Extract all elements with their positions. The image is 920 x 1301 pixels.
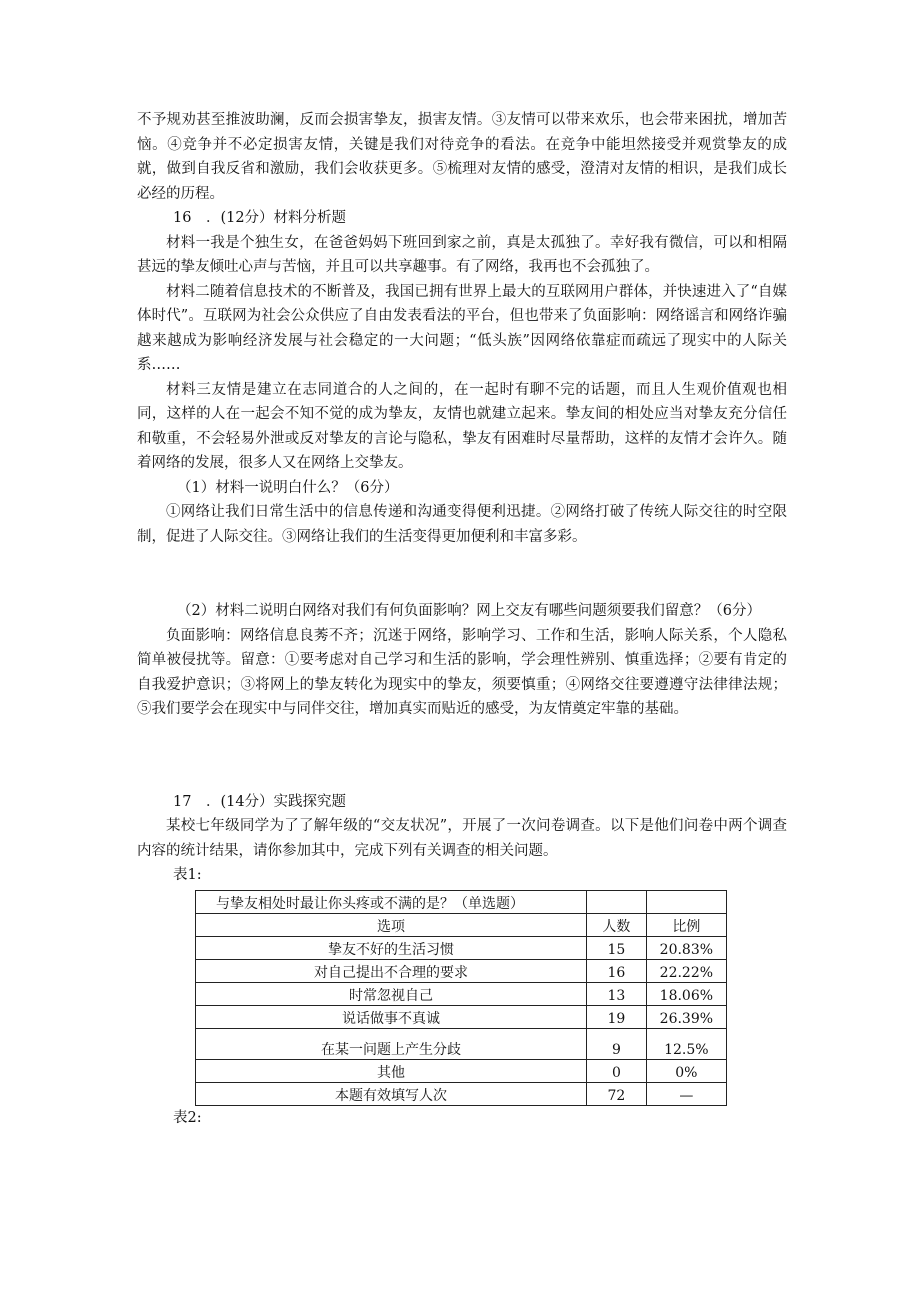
row-count: 13 xyxy=(587,982,647,1005)
row-ratio: 0% xyxy=(646,1059,726,1082)
row-count: 16 xyxy=(587,959,647,982)
question-17-intro: 某校七年级同学为了了解年级的“交友状况”，开展了一次问卷调查。以下是他们问卷中两个调查内容的统计结果，请你参加其中，完成下列有关调查的相关问题。 xyxy=(137,818,787,859)
table-header-row xyxy=(196,913,727,936)
table-2-label: 表2: xyxy=(173,1109,202,1126)
row-option: 在某一问题上产生分歧 xyxy=(196,1028,587,1059)
sub-question-1: （1）材料一说明白什么？（6分） xyxy=(177,479,399,496)
table-cell xyxy=(646,890,726,913)
material-2: 材料二随着信息技术的不断普及，我国已拥有世界上最大的互联网用户群体，并快速进入了“自媒体时代”。互联网为社会公众供应了自由发表看法的平台，但也带来了负面影响：网络谣言和网络诈骗越来越成为影响经济发展与社会稳定的一大问题；“低头族”因网络依靠症而疏远了现实中的人际关系…… xyxy=(137,283,787,373)
row-option: 说话做事不真诚 xyxy=(196,1005,587,1028)
table-title: 与挚友相处时最让你头疼或不满的是？（单选题） xyxy=(196,890,587,913)
material-3: 材料三友情是建立在志同道合的人之间的，在一起时有聊不完的话题，而且人生观价值观也相同，这样的人在一起会不知不觉的成为挚友，友情也就建立起来。挚友间的相处应当对挚友充分信任和敬重，不会轻易外泄或反对挚友的言论与隐私，挚友有困难时尽量帮助，这样的友情才会许久。随着网络的发展，很多人又在网络上交挚友。 xyxy=(137,381,787,471)
column-header-ratio: 比例 xyxy=(646,913,726,936)
table-1-label: 表1: xyxy=(173,867,202,883)
row-ratio: 26.39% xyxy=(646,1005,726,1028)
intro-paragraph: 不予规劝甚至推波助澜，反而会损害挚友，损害友情。③友情可以带来欢乐，也会带来困扰，增加苦恼。④竞争并不必定损害友情，关键是我们对待竞争的看法。在竞争中能坦然接受并观赏挚友的成就，做到自我反省和激励，我们会收获更多。⑤梳理对友情的感受，澄清对友情的相识，是我们成长必经的历程。 xyxy=(137,112,787,202)
row-option: 对自己提出不合理的要求 xyxy=(196,959,587,982)
table-total-row xyxy=(196,1082,727,1105)
row-count: 9 xyxy=(587,1028,647,1059)
document-content xyxy=(137,108,787,1130)
table-row xyxy=(196,936,727,959)
table-cell xyxy=(587,890,647,913)
row-ratio: — xyxy=(646,1082,726,1105)
table-row xyxy=(196,1028,727,1059)
table-row xyxy=(196,959,727,982)
row-ratio: 20.83% xyxy=(646,936,726,959)
table-row xyxy=(196,982,727,1005)
table-row xyxy=(196,1005,727,1028)
row-ratio: 18.06% xyxy=(646,982,726,1005)
sub-question-2: （2）材料二说明白网络对我们有何负面影响？网上交友有哪些问题须要我们留意？（6分） xyxy=(177,603,761,619)
answer-space xyxy=(137,549,787,599)
row-option: 其他 xyxy=(196,1059,587,1082)
table-row xyxy=(196,1059,727,1082)
question-17-header: 17 ．(14分）实践探究题 xyxy=(173,793,347,810)
row-option: 本题有效填写人次 xyxy=(196,1082,587,1105)
row-count: 72 xyxy=(587,1082,647,1105)
row-option: 挚友不好的生活习惯 xyxy=(196,936,587,959)
row-count: 15 xyxy=(587,936,647,959)
row-option: 时常忽视自己 xyxy=(196,982,587,1005)
column-header-option: 选项 xyxy=(196,913,587,936)
table-title-row xyxy=(196,890,727,913)
answer-space xyxy=(137,722,787,790)
sub-answer-1: ①网络让我们日常生活中的信息传递和沟通变得便利迅捷。②网络打破了传统人际交往的时空限制，促进了人际交往。③网络让我们的生活变得更加便利和丰富多彩。 xyxy=(137,504,787,545)
sub-answer-2: 负面影响：网络信息良莠不齐；沉迷于网络，影响学习、工作和生活，影响人际关系，个人隐私简单被侵扰等。留意：①要考虑对自己学习和生活的影响，学会理性辨别、慎重选择；②要有肯定的自我爱护意识；③将网上的挚友转化为现实中的挚友，须要慎重；④网络交往要遵遵守法律律法规；⑤我们要学会在现实中与同伴交往，增加真实而贴近的感受，为友情奠定牢靠的基础。 xyxy=(137,627,787,717)
material-1: 材料一我是个独生女，在爸爸妈妈下班回到家之前，真是太孤独了。幸好我有微信，可以和相隔甚远的挚友倾吐心声与苦恼，并且可以共享趣事。有了网络，我再也不会孤独了。 xyxy=(137,234,787,275)
survey-table xyxy=(195,890,727,1106)
column-header-count: 人数 xyxy=(587,913,647,936)
row-ratio: 22.22% xyxy=(646,959,726,982)
row-count: 19 xyxy=(587,1005,647,1028)
question-16-header: 16 ．(12分）材料分析题 xyxy=(173,210,347,226)
row-ratio: 12.5% xyxy=(646,1028,726,1059)
row-count: 0 xyxy=(587,1059,647,1082)
